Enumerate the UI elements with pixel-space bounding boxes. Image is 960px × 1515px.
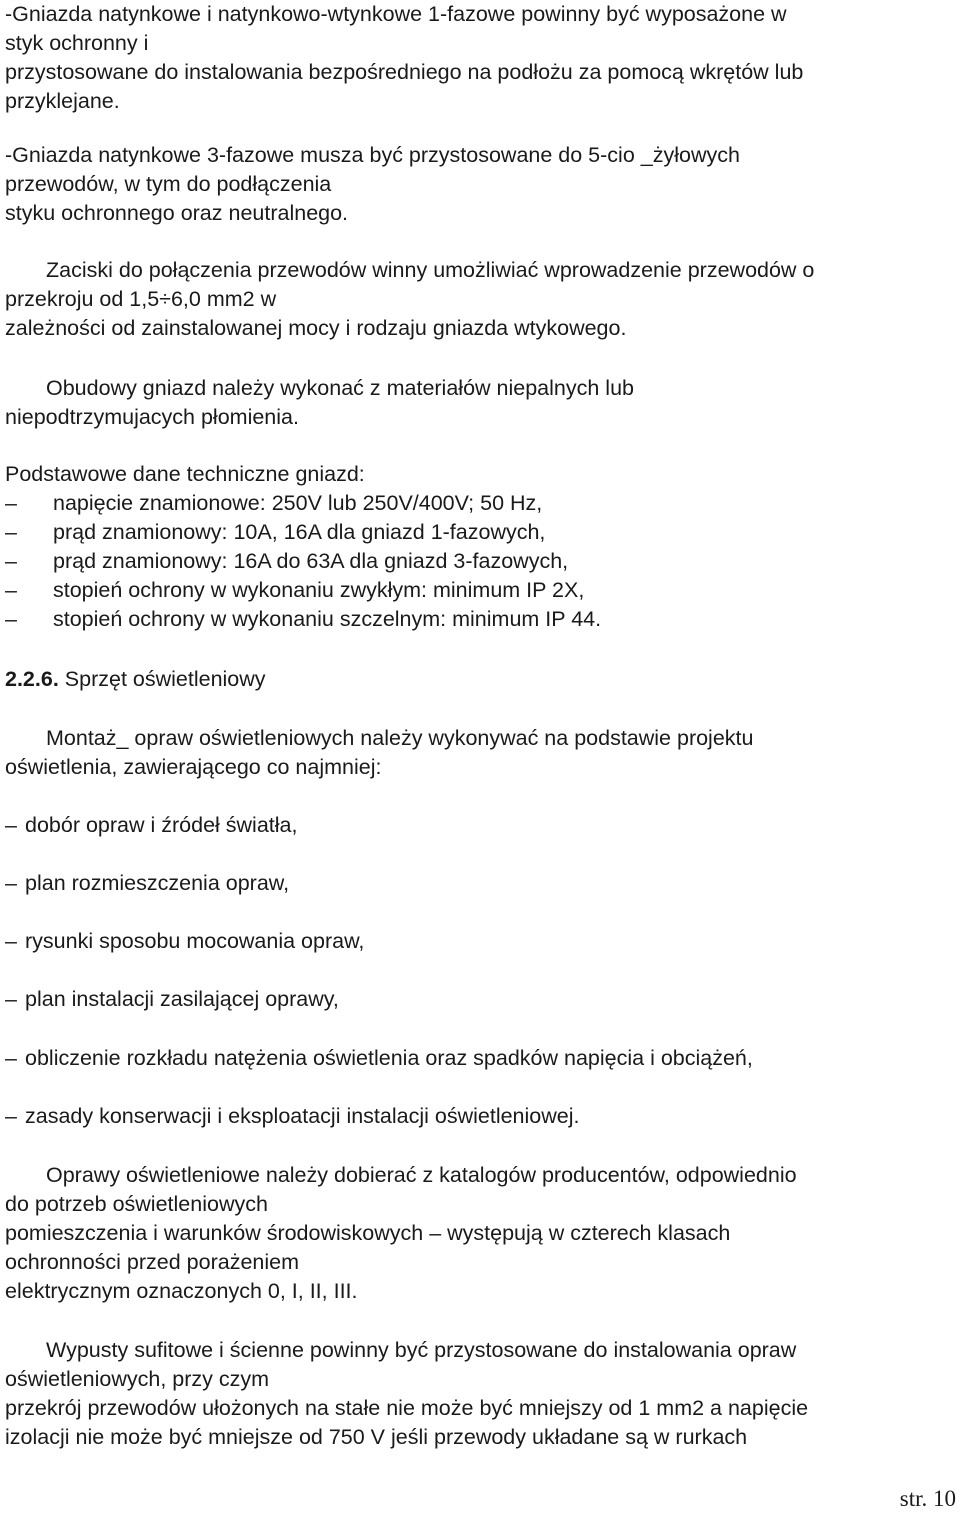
text-line: przystosowane do instalowania bezpośredniego na podłożu za pomocą wkrętów lub: [5, 60, 804, 84]
text-line: oświetleniowych, przy czym: [5, 1367, 270, 1391]
text-line: niepodtrzymujacych płomienia.: [5, 405, 299, 429]
dash-bullet: –: [5, 578, 17, 602]
text-line: -Gniazda natynkowe i natynkowo-wtynkowe 1-fazowe powinny być wyposażone w: [5, 2, 787, 26]
text-line: elektrycznym oznaczonych 0, I, II, III.: [5, 1279, 358, 1303]
list-item: – rysunki sposobu mocowania opraw,: [5, 927, 364, 956]
list-item: – plan instalacji zasilającej oprawy,: [5, 985, 339, 1014]
text-line: przyklejane.: [5, 89, 120, 113]
list-item: – obliczenie rozkładu natężenia oświetlenia oraz spadków napięcia i obciążeń,: [5, 1044, 753, 1073]
text-line: przekrój przewodów ułożonych na stałe nie może być mniejszy od 1 mm2 a napięcie: [5, 1396, 809, 1420]
text-line: Zaciski do połączenia przewodów winny umożliwiać wprowadzenie przewodów o: [46, 258, 815, 282]
dash-bullet: –: [5, 987, 17, 1011]
text-line: Obudowy gniazd należy wykonać z materiałów niepalnych lub: [46, 376, 634, 400]
list-item: – stopień ochrony w wykonaniu zwykłym: minimum IP 2X,: [5, 576, 584, 605]
list-item: – napięcie znamionowe: 250V lub 250V/400V; 50 Hz,: [5, 489, 542, 518]
text-line: przewodów, w tym do podłączenia: [5, 172, 332, 196]
text-line: ochronności przed porażeniem: [5, 1250, 299, 1274]
list-item: – dobór opraw i źródeł światła,: [5, 811, 297, 840]
list-item: – prąd znamionowy: 10A, 16A dla gniazd 1-fazowych,: [5, 518, 545, 547]
section-heading: [5, 665, 266, 694]
text-line: oświetlenia, zawierającego co najmniej:: [5, 755, 382, 779]
text-line: przekroju od 1,5÷6,0 mm2 w: [5, 287, 277, 311]
list-item: – plan rozmieszczenia opraw,: [5, 869, 289, 898]
text-line: Montaż_ opraw oświetleniowych należy wykonywać na podstawie projektu: [46, 726, 754, 750]
dash-bullet: –: [5, 813, 17, 837]
text-line: Oprawy oświetleniowe należy dobierać z katalogów producentów, odpowiednio: [46, 1163, 797, 1187]
dash-bullet: –: [5, 871, 17, 895]
dash-bullet: –: [5, 1104, 17, 1128]
section-title: Sprzęt oświetleniowy: [64, 667, 266, 691]
dash-bullet: –: [5, 549, 17, 573]
tech-heading: Podstawowe dane techniczne gniazd:: [5, 462, 365, 486]
list-item: – stopień ochrony w wykonaniu szczelnym: minimum IP 44.: [5, 605, 601, 634]
section-number: 2.2.6.: [5, 667, 59, 691]
text-line: styk ochronny i: [5, 31, 149, 55]
page-number: str. 10: [899, 1486, 956, 1511]
dash-bullet: –: [5, 491, 17, 515]
text-line: Wypusty sufitowe i ścienne powinny być przystosowane do instalowania opraw: [46, 1338, 797, 1362]
dash-bullet: –: [5, 1046, 17, 1070]
text-line: do potrzeb oświetleniowych: [5, 1192, 268, 1216]
text-line: styku ochronnego oraz neutralnego.: [5, 201, 349, 225]
list-item: – zasady konserwacji i eksploatacji instalacji oświetleniowej.: [5, 1102, 579, 1131]
text-line: izolacji nie może być mniejsze od 750 V jeśli przewody układane są w rurkach: [5, 1425, 748, 1449]
text-line: pomieszczenia i warunków środowiskowych – występują w czterech klasach: [5, 1221, 731, 1245]
list-item: – prąd znamionowy: 16A do 63A dla gniazd 3-fazowych,: [5, 547, 568, 576]
text-line: zależności od zainstalowanej mocy i rodzaju gniazda wtykowego.: [5, 316, 627, 340]
text-line: -Gniazda natynkowe 3-fazowe musza być przystosowane do 5-cio _żyłowych: [5, 143, 740, 167]
dash-bullet: –: [5, 929, 17, 953]
dash-bullet: –: [5, 607, 17, 631]
dash-bullet: –: [5, 520, 17, 544]
